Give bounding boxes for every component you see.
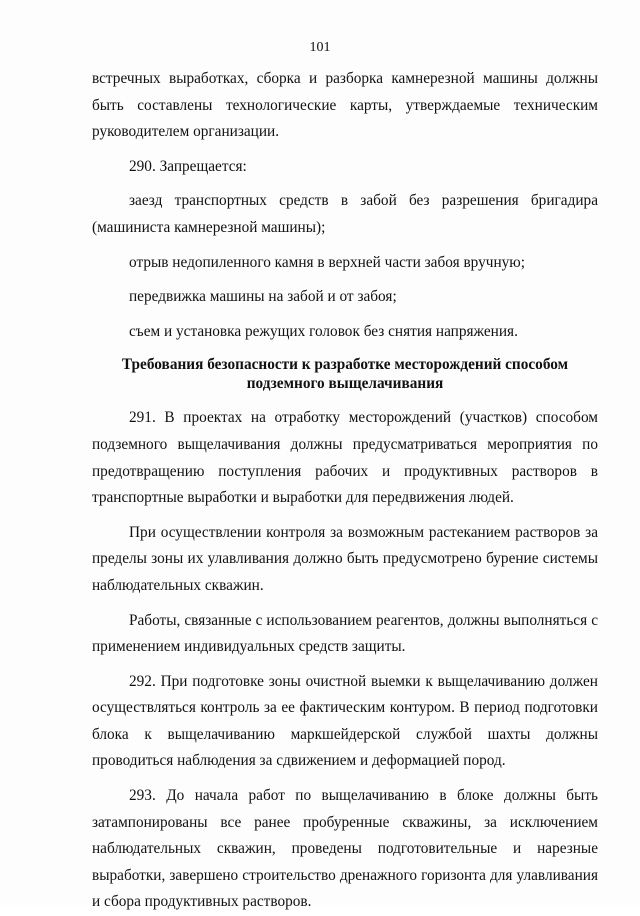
paragraph-291: 291. В проектах на отработку месторождений (участков) способом подземного выщелачивания должны предусматриваться мероприятия по предотвращению поступления рабочих и продуктивных растворов в транспортные выработки и выработки для передвижения людей. <box>92 409 598 507</box>
list-item: заезд транспортных средств в забой без разрешения бригадира (машиниста камнерезной машины); <box>92 192 598 236</box>
paragraph: При осуществлении контроля за возможным растеканием растворов за пределы зоны их улавливания должно быть предусмотрено бурение системы наблюдательных скважин. <box>92 523 598 594</box>
paragraph: Работы, связанные с использованием реагентов, должны выполняться с применением индивидуальных средств защиты. <box>92 611 598 656</box>
page-content <box>92 66 598 916</box>
list-item: отрыв недопиленного камня в верхней части забоя вручную; <box>129 253 525 271</box>
paragraph-290: 290. Запрещается: <box>129 157 247 175</box>
list-item: передвижка машины на забой и от забоя; <box>129 288 397 306</box>
paragraph-293: 293. До начала работ по выщелачиванию в блоке должны быть затампонированы все ранее пробуренные скважины, за исключением наблюдательных скважин, проведены подготовительные и нарезные выработки, завершено строительство дренажного горизонта для улавливания и сбора продуктивных растворов. <box>92 787 598 911</box>
list-item: съем и установка режущих головок без снятия напряжения. <box>129 322 518 340</box>
section-title: Требования безопасности к разработке месторождений способом подземного выщелачивания <box>121 356 569 393</box>
paragraph-292: 292. При подготовке зоны очистной выемки к выщелачиванию должен осуществляться контроль за ее фактическим контуром. В период подготовки блока к выщелачиванию маркшейдерской службой шахты должны проводиться наблюдения за сдвижением и деформацией пород. <box>92 672 598 770</box>
paragraph-continuation: встречных выработках, сборка и разборка камнерезной машины должны быть составлены технологические карты, утверждаемые техническим руководителем организации. <box>92 70 598 141</box>
page-number: 101 <box>309 40 331 55</box>
